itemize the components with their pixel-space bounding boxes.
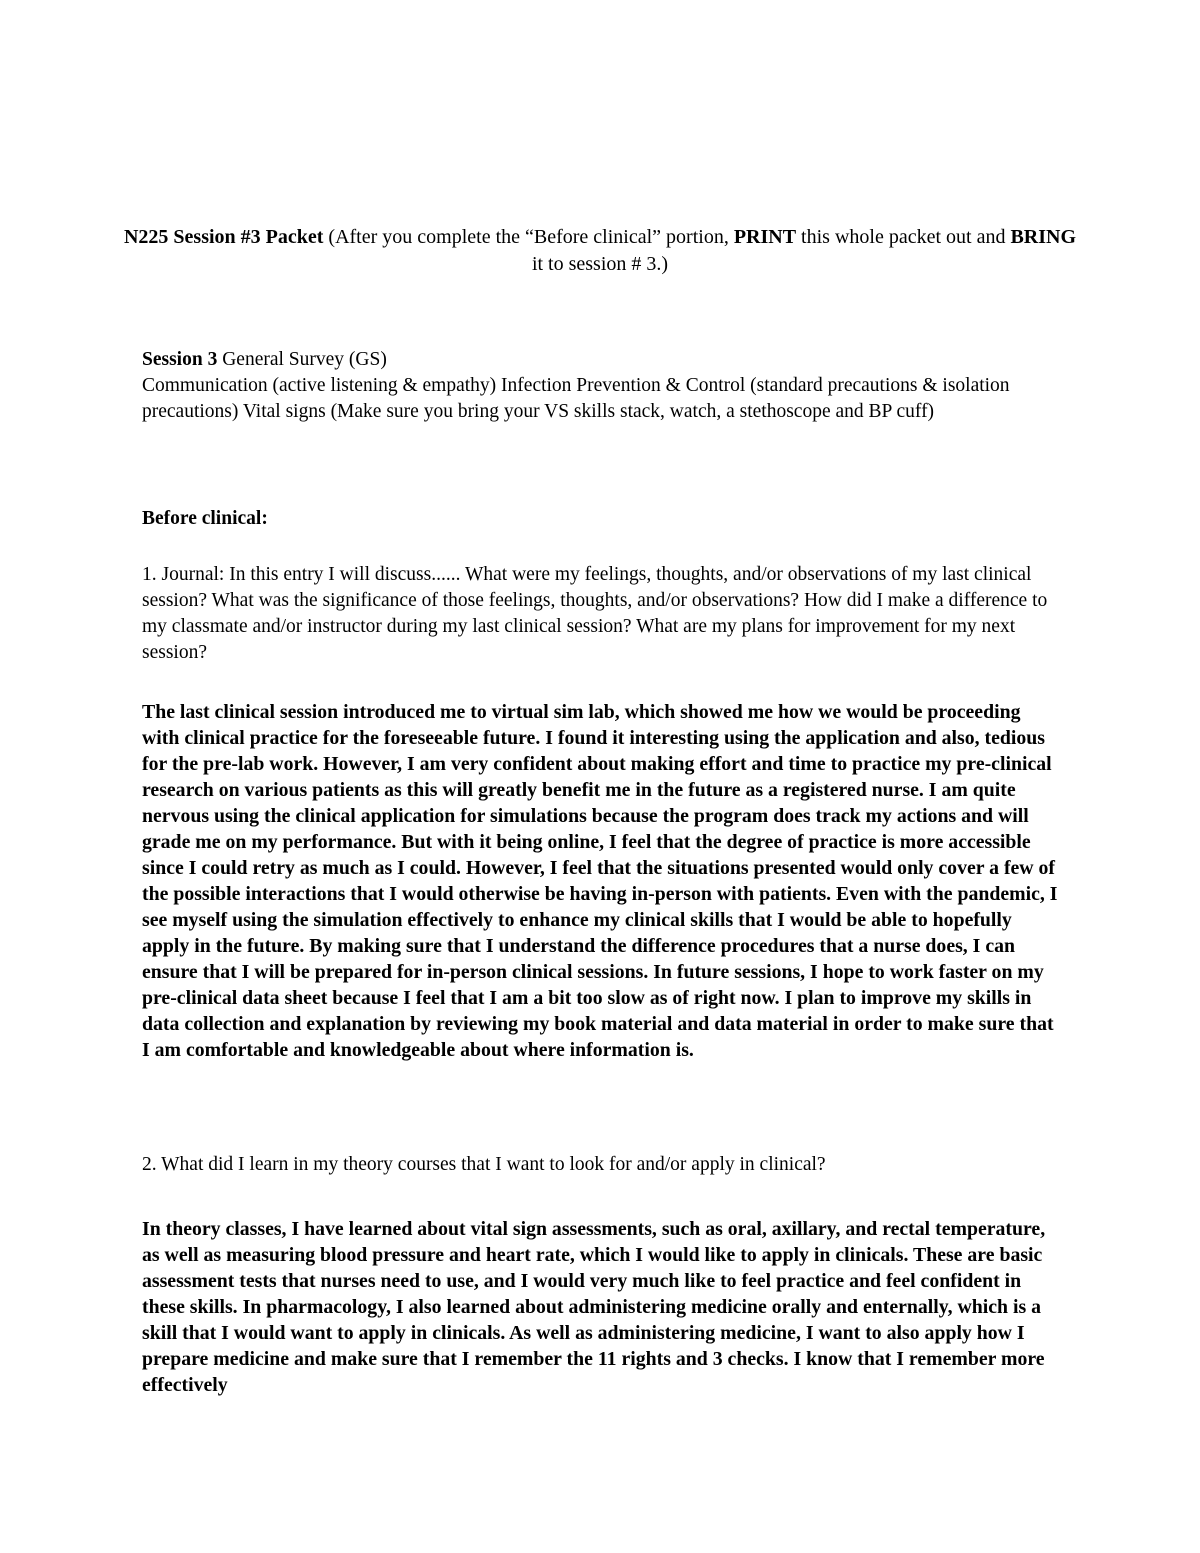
session-topics: Communication (active listening & empathy) Infection Prevention & Control (standard precautions & isolation precautions) Vital signs (Make sure you bring your VS skills stack, watch, a stethoscope and BP cuff): [142, 375, 1010, 422]
question-2: 2. What did I learn in my theory courses that I want to look for and/or apply in clinical?: [142, 1154, 826, 1175]
packet-title-text-3: it to session # 3.): [531, 253, 669, 275]
packet-title-text-2: this whole packet out and: [796, 226, 1011, 248]
question-1: 1. Journal: In this entry I will discuss...... What were my feelings, thoughts, and/or observations of my last clinical session? What was the significance of those feelings, thoughts, and/or observations? How did I make a difference to my classmate and/or instructor during my last clinical session? What are my plans for improvement for my next session?: [142, 564, 1048, 663]
packet-title-bring: BRING: [1010, 226, 1077, 248]
packet-title-bold: N225 Session #3 Packet: [123, 226, 324, 248]
packet-title-text-1: (After you complete the “Before clinical” portion,: [323, 226, 734, 248]
answer-1: The last clinical session introduced me to virtual sim lab, which showed me how we would be proceeding with clinical practice for the foreseeable future. I found it interesting using the application and also, tedious for the pre-lab work. However, I am very confident about making effort and time to practice my pre-clinical research on various patients as this will greatly benefit me in the future as a registered nurse. I am quite nervous using the clinical application for simulations because the program does track my actions and will grade me on my performance. But with it being online, I feel that the degree of practice is more accessible since I could retry as much as I could. However, I feel that the situations presented would only cover a few of the possible interactions that I would otherwise be having in-person with patients. Even with the pandemic, I see myself using the simulation effectively to enhance my clinical skills that I would be able to hopefully apply in the future. By making sure that I understand the difference procedures that a nurse does, I can ensure that I will be prepared for in-person clinical sessions. In future sessions, I hope to work faster on my pre-clinical data sheet because I feel that I am a bit too slow as of right now. I plan to improve my skills in data collection and explanation by reviewing my book material and data material in order to make sure that I am comfortable and knowledgeable about where information is.: [142, 701, 1058, 1061]
packet-title: [120, 224, 1080, 278]
answer-2: In theory classes, I have learned about vital sign assessments, such as oral, axillary, and rectal temperature, as well as measuring blood pressure and heart rate, which I would like to apply in clinicals. These are basic assessment tests that nurses need to use, and I would very much like to feel practice and feel confident in these skills. In pharmacology, I also learned about administering medicine orally and enternally, which is a skill that I would want to apply in clinicals. As well as administering medicine, I want to also apply how I prepare medicine and make sure that I remember the 11 rights and 3 checks. I know that I remember more effectively: [142, 1218, 1046, 1396]
session-heading: [142, 347, 1062, 373]
packet-title-print: PRINT: [733, 226, 797, 248]
session-label: Session 3: [142, 349, 218, 370]
before-clinical-heading: Before clinical:: [142, 508, 268, 529]
session-info: [142, 347, 1062, 425]
session-name: General Survey (GS): [217, 349, 387, 370]
